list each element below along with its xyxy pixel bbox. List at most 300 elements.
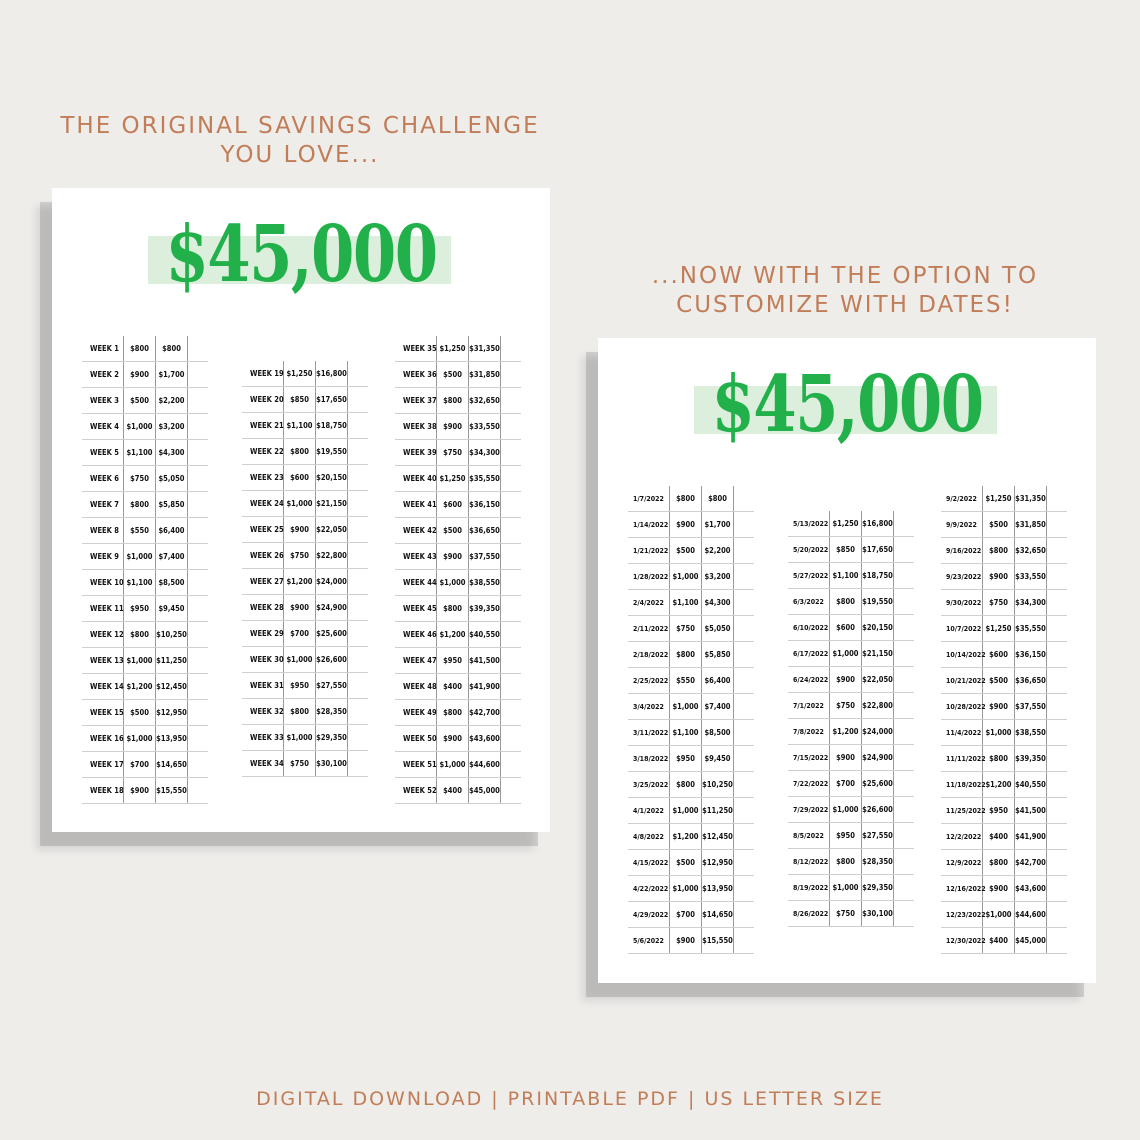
check-box[interactable] <box>501 362 521 387</box>
running-total: $35,550 <box>1015 616 1047 641</box>
running-total: $12,450 <box>156 674 188 699</box>
running-total: $3,200 <box>156 414 188 439</box>
row-label: WEEK 21 <box>242 413 284 438</box>
check-box[interactable] <box>894 537 914 562</box>
row-label: 7/8/2022 <box>788 719 830 744</box>
deposit-amount: $500 <box>124 388 156 413</box>
deposit-amount: $1,000 <box>124 544 156 569</box>
table-row <box>941 512 1067 538</box>
check-box[interactable] <box>894 589 914 614</box>
check-box[interactable] <box>894 771 914 796</box>
row-label: WEEK 31 <box>242 673 284 698</box>
table-row <box>941 902 1067 928</box>
table-row <box>242 569 368 595</box>
running-total: $5,850 <box>702 642 734 667</box>
check-box[interactable] <box>348 491 368 516</box>
running-total: $7,400 <box>156 544 188 569</box>
table-row <box>82 622 208 648</box>
running-total: $41,900 <box>469 674 501 699</box>
row-label: WEEK 4 <box>82 414 124 439</box>
check-box[interactable] <box>188 596 208 621</box>
check-box[interactable] <box>1047 824 1067 849</box>
check-box[interactable] <box>348 595 368 620</box>
row-label: 5/6/2022 <box>628 928 670 953</box>
check-box[interactable] <box>1047 694 1067 719</box>
row-label: 7/15/2022 <box>788 745 830 770</box>
running-total: $45,000 <box>1015 928 1047 953</box>
running-total: $24,000 <box>862 719 894 744</box>
running-total: $25,600 <box>862 771 894 796</box>
check-box[interactable] <box>1047 928 1067 953</box>
check-box[interactable] <box>1047 772 1067 797</box>
deposit-amount: $700 <box>124 752 156 777</box>
running-total: $5,850 <box>156 492 188 517</box>
table-row <box>941 642 1067 668</box>
running-total: $35,550 <box>469 466 501 491</box>
deposit-amount: $950 <box>124 596 156 621</box>
row-label: WEEK 13 <box>82 648 124 673</box>
check-box[interactable] <box>734 772 754 797</box>
check-box[interactable] <box>501 544 521 569</box>
check-box[interactable] <box>734 512 754 537</box>
table-row <box>788 537 914 563</box>
check-box[interactable] <box>501 466 521 491</box>
check-box[interactable] <box>734 720 754 745</box>
row-label: WEEK 3 <box>82 388 124 413</box>
running-total: $30,100 <box>316 751 348 776</box>
running-total: $18,750 <box>316 413 348 438</box>
check-box[interactable] <box>501 492 521 517</box>
check-box[interactable] <box>348 413 368 438</box>
check-box[interactable] <box>348 361 368 386</box>
check-box[interactable] <box>734 746 754 771</box>
deposit-amount: $1,000 <box>830 641 862 666</box>
check-box[interactable] <box>348 699 368 724</box>
table-row <box>395 648 521 674</box>
check-box[interactable] <box>348 569 368 594</box>
row-label: WEEK 20 <box>242 387 284 412</box>
table-row <box>82 362 208 388</box>
running-total: $32,650 <box>469 388 501 413</box>
check-box[interactable] <box>188 466 208 491</box>
table-row <box>788 563 914 589</box>
table-row <box>628 902 754 928</box>
check-box[interactable] <box>894 615 914 640</box>
table-row <box>941 876 1067 902</box>
check-box[interactable] <box>348 517 368 542</box>
row-label: 7/22/2022 <box>788 771 830 796</box>
check-box[interactable] <box>188 518 208 543</box>
row-label: WEEK 35 <box>395 336 437 361</box>
deposit-amount: $400 <box>983 928 1015 953</box>
check-box[interactable] <box>188 336 208 361</box>
check-box[interactable] <box>188 726 208 751</box>
table-row <box>82 674 208 700</box>
row-label: WEEK 52 <box>395 778 437 803</box>
table-row <box>788 511 914 537</box>
check-box[interactable] <box>894 667 914 692</box>
check-box[interactable] <box>348 725 368 750</box>
row-label: 12/30/2022 <box>941 928 983 953</box>
row-label: WEEK 16 <box>82 726 124 751</box>
row-label: 6/24/2022 <box>788 667 830 692</box>
deposit-amount: $1,100 <box>284 413 316 438</box>
row-label: 12/9/2022 <box>941 850 983 875</box>
check-box[interactable] <box>734 642 754 667</box>
deposit-amount: $900 <box>983 564 1015 589</box>
check-box[interactable] <box>348 543 368 568</box>
deposit-amount: $1,000 <box>670 798 702 823</box>
check-box[interactable] <box>894 849 914 874</box>
deposit-amount: $1,000 <box>670 876 702 901</box>
running-total: $22,050 <box>316 517 348 542</box>
deposit-amount: $800 <box>983 746 1015 771</box>
check-box[interactable] <box>1047 590 1067 615</box>
row-label: WEEK 36 <box>395 362 437 387</box>
deposit-amount: $1,000 <box>124 414 156 439</box>
running-total: $34,300 <box>1015 590 1047 615</box>
row-label: 9/30/2022 <box>941 590 983 615</box>
check-box[interactable] <box>501 778 521 803</box>
table-row <box>242 387 368 413</box>
running-total: $6,400 <box>156 518 188 543</box>
running-total: $10,250 <box>702 772 734 797</box>
table-row <box>242 595 368 621</box>
deposit-amount: $1,000 <box>284 647 316 672</box>
weekly-savings-sheet <box>52 188 550 832</box>
check-box[interactable] <box>1047 564 1067 589</box>
running-total: $1,700 <box>702 512 734 537</box>
check-box[interactable] <box>894 901 914 926</box>
table-row <box>395 752 521 778</box>
check-box[interactable] <box>1047 642 1067 667</box>
check-box[interactable] <box>1047 486 1067 511</box>
check-box[interactable] <box>348 439 368 464</box>
running-total: $26,600 <box>316 647 348 672</box>
deposit-amount: $1,200 <box>437 622 469 647</box>
check-box[interactable] <box>894 875 914 900</box>
row-label: 12/16/2022 <box>941 876 983 901</box>
check-box[interactable] <box>188 544 208 569</box>
row-label: 5/20/2022 <box>788 537 830 562</box>
check-box[interactable] <box>188 570 208 595</box>
running-total: $22,800 <box>316 543 348 568</box>
check-box[interactable] <box>1047 538 1067 563</box>
check-box[interactable] <box>1047 746 1067 771</box>
row-label: WEEK 12 <box>82 622 124 647</box>
deposit-amount: $900 <box>670 512 702 537</box>
row-label: 12/2/2022 <box>941 824 983 849</box>
row-label: 4/29/2022 <box>628 902 670 927</box>
running-total: $24,900 <box>316 595 348 620</box>
running-total: $37,550 <box>1015 694 1047 719</box>
check-box[interactable] <box>894 745 914 770</box>
deposit-amount: $1,000 <box>284 491 316 516</box>
table-row <box>242 699 368 725</box>
check-box[interactable] <box>1047 902 1067 927</box>
check-box[interactable] <box>188 492 208 517</box>
check-box[interactable] <box>348 647 368 672</box>
running-total: $8,500 <box>156 570 188 595</box>
table-row <box>628 798 754 824</box>
row-label: 4/8/2022 <box>628 824 670 849</box>
row-label: WEEK 6 <box>82 466 124 491</box>
table-row <box>941 564 1067 590</box>
running-total: $42,700 <box>1015 850 1047 875</box>
check-box[interactable] <box>734 616 754 641</box>
check-box[interactable] <box>734 824 754 849</box>
check-box[interactable] <box>501 752 521 777</box>
check-box[interactable] <box>188 648 208 673</box>
check-box[interactable] <box>188 440 208 465</box>
row-label: 8/12/2022 <box>788 849 830 874</box>
running-total: $16,800 <box>862 511 894 536</box>
running-total: $44,600 <box>469 752 501 777</box>
deposit-amount: $950 <box>983 798 1015 823</box>
check-box[interactable] <box>894 563 914 588</box>
row-label: 3/25/2022 <box>628 772 670 797</box>
check-box[interactable] <box>734 798 754 823</box>
table-row <box>788 615 914 641</box>
row-label: 10/28/2022 <box>941 694 983 719</box>
table-row <box>395 700 521 726</box>
check-box[interactable] <box>894 641 914 666</box>
row-label: WEEK 34 <box>242 751 284 776</box>
deposit-amount: $800 <box>983 538 1015 563</box>
row-label: 9/16/2022 <box>941 538 983 563</box>
check-box[interactable] <box>734 486 754 511</box>
row-label: WEEK 11 <box>82 596 124 621</box>
savings-column-1 <box>82 336 208 804</box>
check-box[interactable] <box>1047 850 1067 875</box>
deposit-amount: $1,250 <box>284 361 316 386</box>
check-box[interactable] <box>501 336 521 361</box>
deposit-amount: $600 <box>983 642 1015 667</box>
row-label: WEEK 19 <box>242 361 284 386</box>
check-box[interactable] <box>1047 720 1067 745</box>
check-box[interactable] <box>501 648 521 673</box>
check-box[interactable] <box>734 538 754 563</box>
check-box[interactable] <box>188 414 208 439</box>
table-row <box>395 336 521 362</box>
check-box[interactable] <box>501 570 521 595</box>
check-box[interactable] <box>1047 668 1067 693</box>
check-box[interactable] <box>1047 616 1067 641</box>
row-label: WEEK 33 <box>242 725 284 750</box>
running-total: $41,500 <box>469 648 501 673</box>
check-box[interactable] <box>501 518 521 543</box>
deposit-amount: $800 <box>124 492 156 517</box>
running-total: $40,550 <box>469 622 501 647</box>
running-total: $44,600 <box>1015 902 1047 927</box>
check-box[interactable] <box>501 674 521 699</box>
running-total: $27,550 <box>316 673 348 698</box>
deposit-amount: $900 <box>830 667 862 692</box>
check-box[interactable] <box>188 778 208 803</box>
row-label: 11/25/2022 <box>941 798 983 823</box>
check-box[interactable] <box>348 673 368 698</box>
check-box[interactable] <box>188 362 208 387</box>
table-row <box>82 752 208 778</box>
check-box[interactable] <box>894 511 914 536</box>
check-box[interactable] <box>348 751 368 776</box>
deposit-amount: $800 <box>284 699 316 724</box>
table-row <box>395 518 521 544</box>
check-box[interactable] <box>894 823 914 848</box>
running-total: $41,500 <box>1015 798 1047 823</box>
row-label: 8/5/2022 <box>788 823 830 848</box>
running-total: $12,950 <box>702 850 734 875</box>
table-row <box>941 486 1067 512</box>
deposit-amount: $1,000 <box>830 797 862 822</box>
deposit-amount: $500 <box>437 362 469 387</box>
deposit-amount: $800 <box>284 439 316 464</box>
deposit-amount: $750 <box>830 901 862 926</box>
running-total: $31,850 <box>1015 512 1047 537</box>
row-label: WEEK 8 <box>82 518 124 543</box>
running-total: $17,650 <box>316 387 348 412</box>
right-caption-line-2: CUSTOMIZE WITH DATES! <box>676 292 1014 318</box>
running-total: $12,450 <box>702 824 734 849</box>
row-label: WEEK 22 <box>242 439 284 464</box>
table-row <box>941 538 1067 564</box>
row-label: 11/18/2022 <box>941 772 983 797</box>
deposit-amount: $1,250 <box>983 616 1015 641</box>
deposit-amount: $1,100 <box>670 590 702 615</box>
row-label: WEEK 50 <box>395 726 437 751</box>
check-box[interactable] <box>894 797 914 822</box>
check-box[interactable] <box>188 622 208 647</box>
check-box[interactable] <box>348 387 368 412</box>
running-total: $2,200 <box>156 388 188 413</box>
deposit-amount: $800 <box>670 642 702 667</box>
table-row <box>395 466 521 492</box>
row-label: 2/11/2022 <box>628 616 670 641</box>
running-total: $40,550 <box>1015 772 1047 797</box>
deposit-amount: $800 <box>437 388 469 413</box>
row-label: WEEK 51 <box>395 752 437 777</box>
check-box[interactable] <box>734 694 754 719</box>
row-label: 7/29/2022 <box>788 797 830 822</box>
deposit-amount: $1,000 <box>437 752 469 777</box>
row-label: 11/4/2022 <box>941 720 983 745</box>
running-total: $5,050 <box>702 616 734 641</box>
running-total: $37,550 <box>469 544 501 569</box>
check-box[interactable] <box>188 752 208 777</box>
row-label: WEEK 45 <box>395 596 437 621</box>
check-box[interactable] <box>894 693 914 718</box>
check-box[interactable] <box>734 590 754 615</box>
running-total: $31,350 <box>469 336 501 361</box>
check-box[interactable] <box>734 564 754 589</box>
check-box[interactable] <box>1047 876 1067 901</box>
check-box[interactable] <box>188 388 208 413</box>
running-total: $24,000 <box>316 569 348 594</box>
table-row <box>395 726 521 752</box>
row-label: WEEK 48 <box>395 674 437 699</box>
running-total: $14,650 <box>156 752 188 777</box>
running-total: $41,900 <box>1015 824 1047 849</box>
deposit-amount: $1,200 <box>284 569 316 594</box>
row-label: WEEK 38 <box>395 414 437 439</box>
table-row <box>941 772 1067 798</box>
table-row <box>242 491 368 517</box>
row-label: WEEK 25 <box>242 517 284 542</box>
check-box[interactable] <box>734 902 754 927</box>
row-label: 8/19/2022 <box>788 875 830 900</box>
table-row <box>941 746 1067 772</box>
check-box[interactable] <box>188 700 208 725</box>
row-label: 5/13/2022 <box>788 511 830 536</box>
check-box[interactable] <box>501 388 521 413</box>
row-label: WEEK 24 <box>242 491 284 516</box>
deposit-amount: $700 <box>670 902 702 927</box>
check-box[interactable] <box>188 674 208 699</box>
check-box[interactable] <box>348 465 368 490</box>
running-total: $5,050 <box>156 466 188 491</box>
deposit-amount: $1,250 <box>437 336 469 361</box>
table-row <box>628 616 754 642</box>
check-box[interactable] <box>501 596 521 621</box>
check-box[interactable] <box>734 668 754 693</box>
table-row <box>82 700 208 726</box>
check-box[interactable] <box>501 622 521 647</box>
row-label: 12/23/2022 <box>941 902 983 927</box>
deposit-amount: $900 <box>284 517 316 542</box>
deposit-amount: $500 <box>983 512 1015 537</box>
row-label: 6/10/2022 <box>788 615 830 640</box>
row-label: WEEK 30 <box>242 647 284 672</box>
row-label: WEEK 28 <box>242 595 284 620</box>
check-box[interactable] <box>501 414 521 439</box>
deposit-amount: $750 <box>983 590 1015 615</box>
deposit-amount: $800 <box>124 336 156 361</box>
table-row <box>628 928 754 954</box>
row-label: 5/27/2022 <box>788 563 830 588</box>
table-row <box>395 492 521 518</box>
check-box[interactable] <box>734 850 754 875</box>
row-label: WEEK 44 <box>395 570 437 595</box>
check-box[interactable] <box>1047 798 1067 823</box>
table-row <box>242 751 368 777</box>
deposit-amount: $1,000 <box>670 564 702 589</box>
running-total: $20,150 <box>316 465 348 490</box>
check-box[interactable] <box>894 719 914 744</box>
check-box[interactable] <box>501 700 521 725</box>
right-caption <box>585 262 1105 320</box>
deposit-amount: $1,100 <box>670 720 702 745</box>
row-label: 3/4/2022 <box>628 694 670 719</box>
deposit-amount: $700 <box>284 621 316 646</box>
deposit-amount: $900 <box>124 362 156 387</box>
table-row <box>628 850 754 876</box>
check-box[interactable] <box>501 440 521 465</box>
check-box[interactable] <box>734 928 754 953</box>
check-box[interactable] <box>501 726 521 751</box>
check-box[interactable] <box>1047 512 1067 537</box>
deposit-amount: $950 <box>830 823 862 848</box>
running-total: $36,650 <box>1015 668 1047 693</box>
table-row <box>941 668 1067 694</box>
dated-savings-sheet <box>598 338 1096 983</box>
deposit-amount: $1,250 <box>983 486 1015 511</box>
deposit-amount: $800 <box>670 772 702 797</box>
row-label: 10/14/2022 <box>941 642 983 667</box>
savings-column-3 <box>941 486 1067 954</box>
row-label: 2/18/2022 <box>628 642 670 667</box>
check-box[interactable] <box>348 621 368 646</box>
check-box[interactable] <box>734 876 754 901</box>
